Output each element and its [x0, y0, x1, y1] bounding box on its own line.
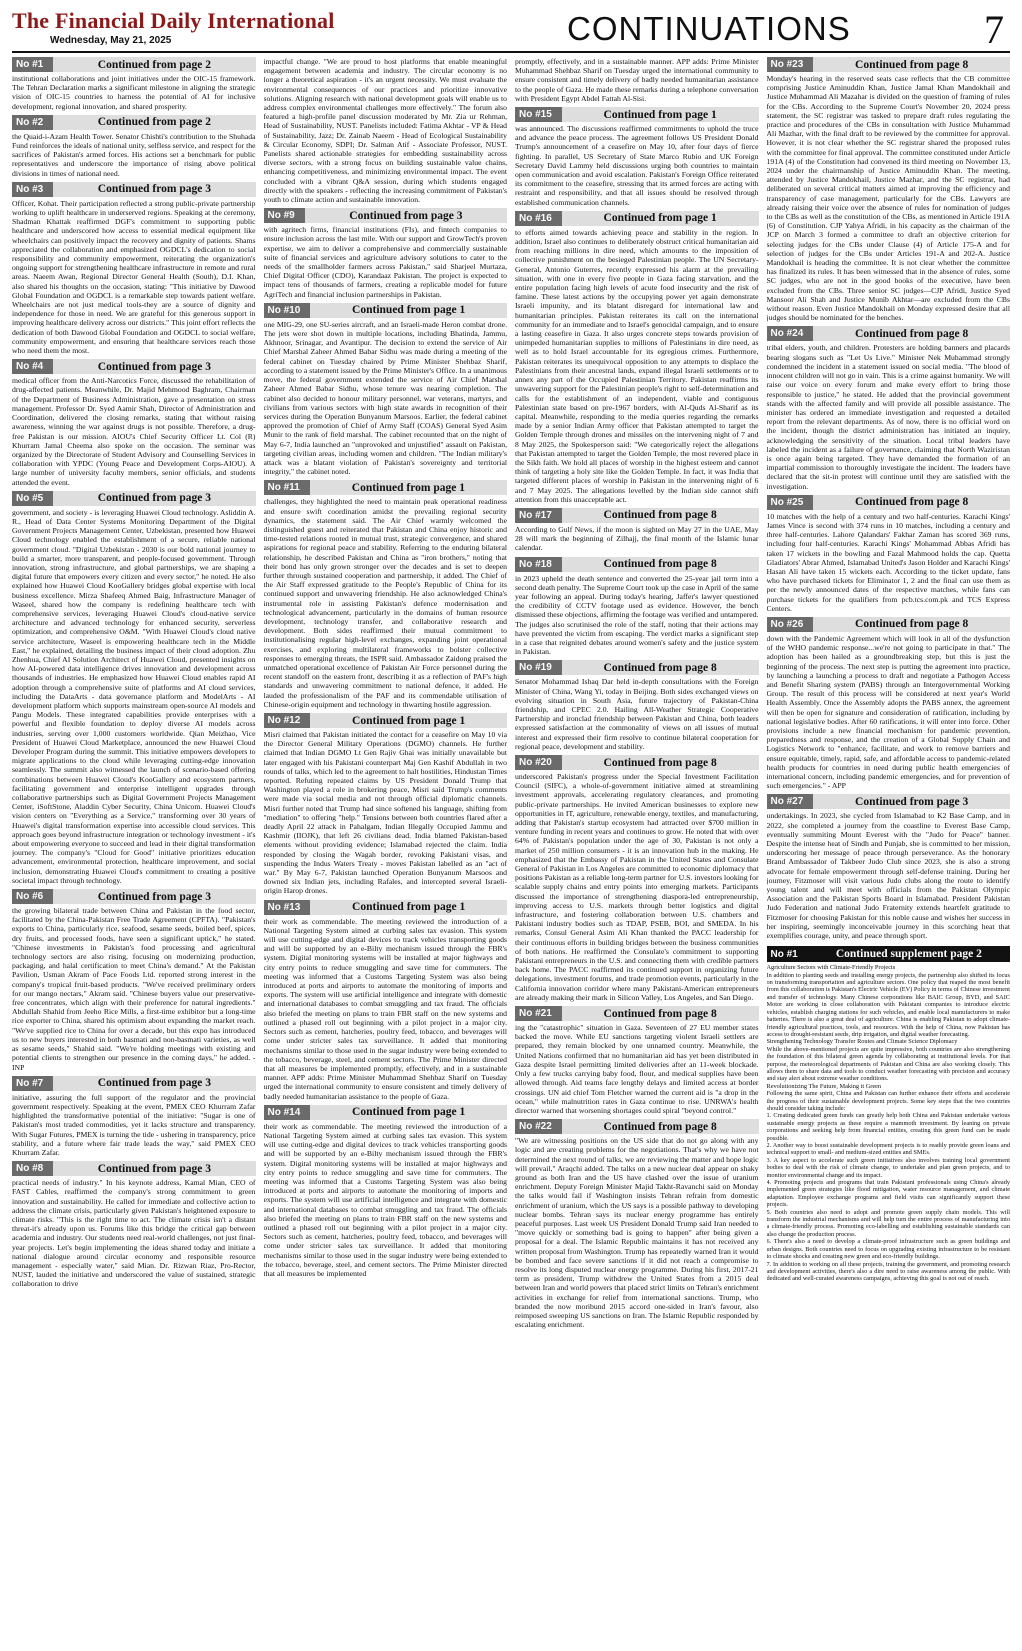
story-body: one MIG-29, one SU-series aircraft, and an Israeli-made Heron combat drone. The jets were shot down in multiple locations, including Bhatinda, Jammu, Akhnoor, Srinagar, and Avantipur. The decision to extend the service of Air Chief Marshal Zaheer Ahmed Babar Sidhu was made during a meeting of the federal cabinet on Tuesday chaired by Prime Minister Shehbaz Sharif, according to a statement issued by the Prime Minister's Office. In a unanimous move, the federal government extended the service of Air Chief Marshal Zaheer Ahmed Babar Sidhu, whose tenure was nearing completion. The cabinet also decided to honour military personnel, war veterans, martyrs, and civilians from various sectors with high state awards in recognition of their services during the Operation Bunyanum Marsoos. Earlier, the federal cabinet approved the promotion of Chief of Army Staff (COAS) General Syed Asim Munir to the rank of field marshal. The cabinet recounted that on the night of May 6-7, India launched an "unprovoked and unjustified" assault on Pakistan, targeting civilian areas, including women and children. "The Indian military's attack was a blatant violation of Pakistan's sovereignty and territorial integrity," the cabinet noted. [263, 319, 507, 477]
supplement-paragraph: Following the same spirit, China and Pakistan can further enhance their efforts and accelerate the progress of their sustainable development projects. Some key steps that the two countries should consider taking include: [766, 1090, 1010, 1112]
story-header [12, 57, 256, 72]
story-header [264, 480, 508, 495]
story-header [515, 660, 759, 675]
story-number-tag: No #25 [767, 495, 814, 510]
story-body: medical officer from the Anti-Narcotics Force, discussed the rehabilitation of drug-affected patients. Meanwhile, Dr. Majid Mehmood Baghram, Chairman of the Department of Business Administration, gave a presentation on stress management. Professor Dr. Syed Aamir Shah, Director of Administration and Coordination, delivered the closing remarks, stating that without raising awareness, winning the war against drugs is not possible. Therefore, a drug-free Pakistan is our mission. AIOU's Chief Security Officer Lt. Col (R) Khurram Jamal Cheema also spoke on the occasion. The seminar was organized by the Directorate of Student Advisory and Counselling Services in collaboration with YPDC (Young Peace and Development Corps-AIOU). A large number of university faculty members, senior officials, and students attended the event. [12, 376, 256, 487]
story-header [12, 889, 256, 904]
supplement-body [767, 964, 1011, 1282]
story-number-tag: No #11 [264, 480, 310, 495]
supplement-paragraph: 7. In addition to working on all these projects, training the government, and promoting research and development activities, there's also a dire need to raise awareness among the public. With dedicated and well-curated awareness campaigns, achieving this goal is not out of reach. [766, 1260, 1010, 1283]
story-header [264, 713, 508, 728]
story-body: institutional collaborations and joint initiatives under the OIC-15 framework. The Tehran Declaration marks a significant milestone in aligning the strategic vision of OIC-15 countries to harness the potential of AI for inclusive development, regional innovation, and shared prosperity. [12, 74, 256, 111]
continued-from-label: Continued from page 3 [53, 182, 255, 197]
story [264, 1105, 508, 1278]
continued-from-label: Continued from page 2 [53, 115, 255, 130]
continued-from-label: Continued from page 8 [813, 326, 1010, 341]
continued-from-label: Continued from page 3 [813, 794, 1010, 809]
story [12, 115, 256, 178]
story-header [12, 182, 256, 197]
story-header [515, 557, 759, 572]
story-number-tag: No #7 [12, 1076, 53, 1091]
story-body: According to Gulf News, if the moon is sighted on May 27 in the UAE, May 28 will mark the beginning of Zilhajj, the final month of the Islamic lunar calendar. [515, 524, 759, 553]
continued-from-label: Continued from page 3 [53, 359, 255, 374]
continued-from-label: Continued from page 8 [562, 557, 759, 572]
story [12, 889, 256, 1072]
story [515, 1119, 759, 1329]
story-body: the Quaid-i-Azam Health Tower. Senator Chishti's contribution to the Shuhada Fund reinforces the ideals of national unity, selfless service, and respect for the sacrifices of Pakistan's armed forces. His actions set a benchmark for public representatives and underscore the importance of rising above political divisions in times of national need. [12, 131, 256, 178]
supplement-paragraph: 1. Creating dedicated green funds can greatly help both China and Pakistan undertake various sustainable energy projects as these require a mammoth investment. By leaning on private corporations and seeking help from financial entities, creating this green fund can be made possible. [766, 1112, 1010, 1142]
story [515, 57, 759, 103]
story-body: practical needs of industry." In his keynote address, Kamal Mian, CEO of FAST Cables, reaffirmed the company's strong commitment to green innovation and sustainability. He called for immediate and collective action to address the climate crisis, particularly given Pakistan's heightened exposure to climate risks. "This is the right time to act. The climate crisis isn't a distant threat-it's already upon us. Forums like this bridge the critical gap between academia and industry. Our students need real-world challenges, not just final-year projects. Let's begin implementing the ideas shared today and initiate a national dialogue around circular economy and responsible resource management - especially water," said Mian. Dr. Rizwan Riaz, Pro-Rector, NUST, lauded the initiative and underscored the value of sustained, strategic collaboration to drive [12, 1178, 256, 1289]
story-number-tag: No #9 [264, 208, 305, 223]
story-body: ing the "catastrophic" situation in Gaza. Seventeen of 27 EU member states backed the move. While EU sanctions targeting violent Israeli settlers are prepared, they remain blocked by one unnamed country. Meanwhile, the United Nations confirmed that no humanitarian aid has yet been distributed in Gaza despite Israel permitting limited deliveries after an 11-week blockade. Only a few trucks carrying baby food, flour, and medical supplies have been allowed through. Aid teams face lengthy delays and limited access at border crossings. UN aid chief Tom Fletcher warned the current aid is "a drop in the ocean," while malnutrition rates in Gaza continue to rise. UNRWA's health director warned that worsening shortages could spiral "beyond control." [515, 1023, 759, 1115]
story [767, 794, 1011, 940]
story [515, 211, 759, 504]
continued-from-label: Continued from page 8 [562, 1006, 759, 1021]
story-body: Senator Mohammad Ishaq Dar held in-depth consultations with the Foreign Minister of China, Wang Yi, today in Beijing. Both sides exchanged views on evolving situation in South Asia, future trajectory of Pakistan-China friendship, and CPEC 2.0. Hailing All-Weather Strategic Cooperative Partnership and ironclad friendship between Pakistan and China, both leaders expressed satisfaction at the commonality of views on all issues of mutual interest and expressed their firm resolve to continue bilateral cooperation for regional peace, development and stability. [515, 677, 759, 751]
story-number-tag: No #24 [767, 326, 814, 341]
story-body: initiative, assuring the full support of the regulator and the provincial government respectively. Speaking at the event, PMEX CEO Khurram Zafar highlighted the transformative potential of the initiative: "Sugar is one of Pakistan's most traded commodities, yet it lacks structure and transparency. With Sugar Futures, PMEX is turning the tide - ushering in transparency, price stability, and a future where fair trade leads the way," said PMEX CEO Khurram Zafar. [12, 1092, 256, 1157]
story-header [767, 495, 1011, 510]
issue-date: Wednesday, May 21, 2025 [50, 35, 172, 46]
story-body: the growing bilateral trade between China and Pakistan in the food sector, facilitated by the China-Pakistan Free Trade Agreement (CPFTA). "Pakistan's exports to China, particularly rice, seafood, sesame seeds, boiled beef, spices, dry fruits, and processed foods, have seen a significant uptick," he stated. "Chinese investments in Pakistan's food processing and agricultural technology sectors are also rising, focusing on modernizing production, packaging, and halal certification to meet China's demand." At the Pakistan Pavilion, Usman Akram of Pace Foods Ltd. reported strong interest in the company's tropical fruit-based products. "We've received preliminary orders for our mango nectars," Akram said. "Chinese buyers value our preservative-free concentrates, which align with their preference for natural ingredients." Abdullah Shahid from Jeeho Rice Mills, a first-time exhibitor but a long-time rice exporter to China, shared his optimism about expanding the market reach. "We've supplied rice to China for over a decade, but this expo has introduced us to new buyers interested in both basmati and non-basmati varieties, as well as sesame seeds," Shahid said. "We're holding meetings with existing and potential clients to strengthen our presence in the coming days," he added. - INP [12, 906, 256, 1072]
columns-container [12, 57, 1010, 1645]
story-body: undertakings. In 2023, she cycled from Islamabad to K2 Base Camp, and in 2022, she completed a journey from the coastline to Everest Base Camp, eventually summiting Mount Everest with the "Judo for Peace" banner. Despite the intense heat of Sindh and Punjab, she is committed to her mission, underscoring her message of peace through perseverance. As the honorary Brand Ambassador of Takbeer Judo Club since 2023, she is also a strong advocate for female empowerment through self-defense training. During her journey, Fitzmoser will visit various Judo clubs along the route to identify young talent and will meet with officials from the Pakistan Olympic Association and the Pakistan Sports Board in Islamabad. President Pakistan Judo Federation and national Judo Fraternity extends heartfelt gratitude to Fitzmoser for choosing Pakistan for this noble cause and wishes her success in her inspiring, seemingly inconceivable journey in this scorching heat that exemplifies courage, unity, and peace through sport. [766, 811, 1010, 941]
story-number-tag: No #14 [264, 1105, 311, 1120]
story-body: their work as commendable. The meeting reviewed the introduction of a National Targeting System aimed at curbing sales tax evasion. This system will use cutting-edge and digital devices to track vehicles transporting goods and will be supported by an e-Bilty mechanism issued through the FBR's system. Digital monitoring systems will be installed at major highways and city entry points to reduce smuggling and save time for commuters. The meeting was informed that a Customs Targeting System was also being introduced at ports and airports to automate the monitoring of imports and exports. The system will use artificial intelligence and integrate with domestic and international databases to combat smuggling and tax fraud. The officials also briefed the meeting on plans to train FBR staff on the new systems and outlined a phased roll out beginning with a pilot project in a major city. Sectors such as cement, hatcheries, poultry feed, tobacco, and beverages will come under stricter sales tax surveillance. It added that monitoring mechanisms similar to those used in the sugar industry were being extended to the tobacco, beverage, steel, and cement sectors. The Prime Minister directed that all measures be implemented promptly, effectively, and in a sustainable manner. APP adds: Prime Minister Muhammad Shehbaz Sharif on Tuesday urged the international community to ensure consistent and timely delivery of badly needed humanitarian assistance to the people of Gaza. [263, 916, 507, 1101]
story-body: challenges, they highlighted the need to maintain peak operational readiness and ensure swift coordination amidst the prevailing regional security dynamics, the statement said. The Air Chief warmly welcomed the distinguished guest and reiterated that Pakistan and China enjoy historic and time-tested relations rooted in mutual trust, strategic convergence, and shared aspirations for regional peace and stability. Referring to the enduring bilateral relationship, he described Pakistan and China as "iron brothers," noting that their bond has only grown stronger over the decades and is set to deepen further through sustained cooperation and partnership, it added. The Chief of the Air Staff expressed gratitude to the People's Republic of China for its continued support and unwavering friendship. He also acknowledged China's instrumental role in assisting Pakistan's defence modernisation and technological advancement, particularly in the domains of human resource development, technology transfer, and collaborative research and development. Both sides reaffirmed their mutual commitment to institutionalising regular high-level exchanges, expanding joint operational exercises, and exploring multilateral frameworks to bolster collective responses to emerging threats, the ISPR said. Ambassador Zaidong praised the unmatched operational excellence of Pakistan Air Force personnel during the recent standoff on the eastern front, describing it as a reflection of PAF's high standards and unwavering commitment to national defence, it added. He lauded the professionalism of the PAF and its commendable utilisation of Chinese-origin equipment and technology in thwarting hostile aggression. [263, 497, 507, 709]
continued-from-label: Continued from page 8 [813, 57, 1010, 72]
story-header [767, 617, 1011, 632]
story-body: tribal elders, youth, and children. Protesters are holding banners and placards bearing slogans such as "Let Us Live." Minister Nek Muhammad strongly condemned the incident in a statement issued on social media. "The blood of innocent children will not go in vain. This is a crime against humanity. We will raise our voice on every forum and make every effort to bring those responsible to justice," he stated. He added that the provincial government stands with the affected family and will provide all possible assistance. The minister has ordered an immediate investigation and requested a detailed report from the relevant departments. As of now, there is no official word on the incident, though the district administration has initiated an inquiry, acknowledging the sensitivity of the situation. Local tribal leaders have labeled the incident as a failure of governance, claiming that North Waziristan is once again being targeted. They have demanded the formation of an impartial commission to thoroughly investigate the incident. The leaders have declared that the sit-in protest will continue until they are satisfied with the investigation. [766, 343, 1010, 491]
story [515, 755, 759, 1002]
story-header [767, 57, 1011, 72]
column-2 [264, 57, 508, 1645]
story [12, 1161, 256, 1288]
story-body: their work as commendable. The meeting reviewed the introduction of a National Targeting System aimed at curbing sales tax evasion. This system will use cutting-edge and digital devices to track vehicles transporting goods and will be supported by an e-Bilty mechanism issued through the FBR's system. Digital monitoring systems will be installed at major highways and city entry points to reduce smuggling and save time for commuters. The meeting was informed that a Customs Targeting System was also being introduced at ports and airports to automate the monitoring of imports and exports. The system will use artificial intelligence and integrate with domestic and international databases to combat smuggling and tax fraud. The officials also briefed the meeting on plans to train FBR staff on the new systems and outlined a phased roll out beginning with a pilot project in a major city. Sectors such as cement, hatcheries, poultry feed, tobacco, and beverages will come under stricter sales tax surveillance. It added that monitoring mechanisms similar to those used in the sugar industry were being extended to the tobacco, beverage, steel, and cement sectors. The Prime Minister directed that all measures be implemented [263, 1121, 507, 1278]
story-body: "We are witnessing positions on the US side that do not go along with any logic and are creating problems for the negotiations. That's why we have not determined the next round of talks, we are reviewing the matter and hope logic will prevail," Araqchi added. The talks on a new nuclear deal appear on shaky ground as both Iran and the US have clashed over the issue of uranium enrichment. Deputy Foreign Minister Majid Takht-Ravanchi said on Monday the talks would fail if Washington insists Tehran refrain from domestic enrichment of uranium, which the US says is a possible pathway to developing nuclear bombs. Tehran says its nuclear energy programme has entirely peaceful purposes. Last week US President Donald Trump said Iran needed to "move quickly or something bad is going to happen" after being given a proposal for a deal. The Islamic Republic maintains it has not received any written proposal from Washington. Trump has repeatedly warned Iran it would be bombed and face severe sanctions if it did not reach a compromise to resolve its long disputed nuclear energy programme. During his first, 2017-21 term as president, Trump withdrew the United States from a 2015 deal between Iran and world powers that placed strict limits on Tehran's enrichment activities in exchange for relief from international sanctions. Trump, who branded the now moribund 2015 accord one-sided in Iran's favour, also reimposed sweeping US sanctions on Iran. The Islamic Republic responded by escalating enrichment. [515, 1136, 759, 1330]
supplement-paragraph: 4. Promoting projects and programs that train Pakistani professionals using China's already implemented green strategies like flood mitigation, water resource management, and climate adaptation. Employee exchange programs and field visits can significantly support these projects. [766, 1179, 1010, 1209]
continued-from-label: Continued from page 3 [305, 208, 507, 223]
story-body: government, and society - is leveraging Huawei Cloud technology. Asliddin A. R., Head of Data Center Systems Monitoring Department of the Digital Government Projects Management Center, Uzbekistan, presented how Huawei Cloud technology enabled the establishment of a secure, reliable national government cloud. "Digital Uzbekistan - 2030 is our bold national journey to build a smarter, more transparent, and people-focused government. Through innovation, strong infrastructure, and global partnerships, we are shaping a digital future that empowers every citizen and every sector," he noted. He also explained how Huawei Cloud KooGallery bridges global expertise with local business excellence. Mirza Shafeeq Ahmed Baig, Infrastructure Manager of Waseel, shared how the company is redefining healthcare tech with comprehensive services, leveraging Huawei Cloud's cloud-native service architecture and advanced technology for enhanced security, serverless optimization, and comprehensive O&M. "With Huawei Cloud's cloud native service architecture, Waseel is empowering healthcare tech in the Middle East," he explained, detailing the business impact of their cloud adoption. Zhu Zhenhua, Chief AI Solution Architect of Huawei Cloud, presented insights on how AI-powered data intelligence drives innovation and development across thousands of industries. He emphasized how Huawei Cloud enables rapid AI adoption through a comprehensive suite of platforms and AI cloud services, including the DataArts - data governance platform and ModelArts - AI development platform which supports mainstream open-source AI models and Pangu Models. These integrated capabilities provide enterprises with a powerful and flexible foundation to deploy diverse AI models across industries, serving over 1,000 customers worldwide. Qian Meizhao, Vice President of Huawei Cloud Marketplace, announced the new Huawei Cloud Developer Program during the summit. This initiative empowers developers to migrate applications to the cloud while leveraging cutting-edge innovation seamlessly. The summit also witnessed the launch of scenario-based offering combinations between Huawei Cloud's KooGallery and ecosystem partners, facilitating government and enterprise intelligent upgrades through collaborative partnerships such as Digital Government Projects Management Center, iSoftStone, Aladdin Cyber Security, China Unicom. Huawei Cloud's vision centers on "Everything as a Service," transforming over 30 years of Huawei's digital transformation expertise into accessible cloud services. This approach goes beyond infrastructure integration or technology investment - it's about empowering everyone to succeed and lead in their digital transformation journey. The company's "Cloud for Good" initiative prioritizes education advancement, environmental protection, healthcare improvement, and social inclusion, demonstrating Huawei Cloud's commitment to creating a positive societal impact through technology. [12, 507, 256, 885]
story [767, 617, 1011, 790]
story-header [264, 303, 508, 318]
column-1 [12, 57, 256, 1645]
continued-from-label: Continued from page 2 [53, 57, 255, 72]
story [515, 557, 759, 657]
masthead-rule [12, 51, 1010, 53]
supplement-paragraph: Strengthening Technology Transfer Routes and Climate Science Diplomacy [766, 1038, 958, 1046]
story-number-tag: No #16 [515, 211, 562, 226]
story-header [515, 1006, 759, 1021]
story-number-tag: No #23 [767, 57, 814, 72]
continued-from-label: Continued from page 3 [53, 1161, 255, 1176]
story-body: Misri claimed that Pakistan initiated the contact for a ceasefire on May 10 via the Director General Military Operations (DGMO) channels. He further claimed that Indian DGMO Lt Gen Rajiv Ghai was initially unavailable but later engaged with his Pakistani counterpart Maj Gen Kashif Abdullah in two rounds of talks, which led to the agreement to halt hostilities, Hindustan Times reported. Refuting repeated claims by US President Donald Trump that Washington played a role in brokering peace, Misri said Trump's comments were made via social media and not through official diplomatic channels. Misri further noted that Trump had since softened his language, shifting from "mediation" to offering "help." Tensions between both countries flared after a deadly April 22 attack in Pahalgam, Indian Illegally Occupied Jammu and Kashmir (IIOJK), that left 26 civilians dead. India blamed Pakistan-based elements without providing evidence; Islamabad rejected the claim. India responded by closing the Wagah border, revoking Pakistani visas, and suspending the Indus Waters Treaty - moves Pakistan labelled as an "act of war." By May 6-7, Pakistan launched Operation Bunyanum Marsoos and downed six Indian jets, including Rafales, and intercepted several Israeli-origin Harop drones. [263, 730, 507, 896]
story-header [515, 755, 759, 770]
story-body: with agritech firms, financial institutions (FIs), and fintech companies to ensure inclusion across the last mile. With our support and GrowTech's proven expertise, we aim to deliver a comprehensive and commercially sustainable suite of financial services and agriculture advisory solutions to cater to the needs of the smallholder farmers across Pakistan," said Sharjeel Murtaza, Chief Digital Officer (CDO), Karandaaz Pakistan. The project is expected to impact tens of thousands of farmers, creating a replicable model for future AgriTech and financial inclusion partnerships in Pakistan. [263, 225, 507, 299]
supplement-paragraph: 3. A key aspect to accelerate such green initiatives also involves training local government bodies to deal with the risk of climate change, to undertake and plan green projects, and to monitor environmental change and its impact. [766, 1156, 1010, 1179]
supplement-paragraph: 6. There's also a need to develop a climate-proof infrastructure such as green buildings and urban designs. Both countries need to focus on upgrading existing infrastructure to be resistant to climate shocks and creating new green and eco-friendly buildings. [766, 1238, 1010, 1261]
story-header [12, 491, 256, 506]
continued-from-label: Continued from page 1 [310, 303, 507, 318]
column-4 [767, 57, 1011, 1645]
story [515, 1006, 759, 1115]
story-body: underscored Pakistan's progress under the Special Investment Facilitation Council (SIFC), a whole-of-government initiative aimed at streamlining investment approvals, accelerating regulatory clearances, and promoting public-private partnerships. He invited American businesses to explore new opportunities in IT, agriculture, renewable energy, textiles, and manufacturing, adding that Pakistan's startup ecosystem had attracted over $700 million in venture funding in recent years and continues to grow. He noted that with over 64% of Pakistan's population under the age of 30, Pakistan is not only a market of 250 million consumers - it is an innovation hub in the making. He emphasized that the Embassy of Pakistan in the United States and Consulate General of Pakistan in Los Angeles are committed to economic diplomacy that positions Pakistan as a reliable long-term partner for U.S. investors looking for scalable supply chains and entry points into emerging markets. Participants discussed the importance of strengthening diaspora-led entrepreneurship, improving access to U.S. markets through better logistics and digital infrastructure, and fostering collaboration between U.S. chambers and Pakistani industry bodies such as TDAP, PSEB, BOI, and SMEDA. In his remarks, Consul General Asim Ali Khan thanked the PACC leadership for their continuous efforts in building bridges between the business communities of both nations. He reaffirmed the Consulate's commitment to supporting Pakistani entrepreneurs in the U.S. and connecting them with credible partners back home. The PACC reaffirmed its continued support in organizing future delegations, investment forums, and trade promotion events, particularly in the California innovation corridor where many Pakistani-American entrepreneurs are already making their mark in Silicon Valley, Los Angeles, and San Diego. [515, 772, 759, 1002]
continued-from-label: Continued from page 1 [562, 211, 759, 226]
story-number-tag: No #8 [12, 1161, 53, 1176]
story-header [12, 359, 256, 374]
story [767, 326, 1011, 490]
story-number-tag: No #18 [515, 557, 562, 572]
story-number-tag: No #4 [12, 359, 53, 374]
continued-from-label: Continued from page 1 [562, 107, 759, 122]
continued-from-label: Continued from page 3 [53, 889, 255, 904]
story-number-tag: No #21 [515, 1006, 562, 1021]
continued-from-label: Continued from page 1 [310, 480, 507, 495]
story-header [12, 1161, 256, 1176]
story-header [12, 115, 256, 130]
story [515, 107, 759, 207]
story-number-tag: No #6 [12, 889, 53, 904]
story [515, 508, 759, 553]
continued-from-label: Continued from page 1 [310, 713, 507, 728]
story [264, 713, 508, 896]
story-number-tag: No #20 [515, 755, 562, 770]
story-number-tag: No #3 [12, 182, 53, 197]
story-number-tag: No #26 [767, 617, 814, 632]
story [515, 660, 759, 751]
story-number-tag: No #12 [264, 713, 311, 728]
story-body: Monday's hearing in the reserved seats case reflects that the CB committee comprising Justice Aminuddin Khan, Justice Jamal Khan Mandokhail and Justice Muhammad Ali Mazahar is divided on the question of framing of rules for the CBs. According to the Supreme Court's November 20, 2024 press statement, the SC registrar was tasked to prepare draft rules regulating the practice and procedures of the CBs in consultation with Justice Muhammad Ali Mazhar, with the final draft to be reviewed by the committee for approval. However, it is not clear whether the SC registrar shared the proposed rules with the committee for final approval. The committee constituted under Article 191A (4) of the Constitution had convened its third meeting on November 13, 2024 under the chairmanship of Justice Aminuddin Khan. The meeting, attended by Justice Mandokhail, Justice Mazhar, and the SC registrar, had deliberated on several critical matters aimed at improving the efficiency and transparency of case management, particularly for the CBs. Lawyers are already raising their voice over the absence of rules for nomination of judges to the CBs as well as the constitution of the CBs, as mentioned in Article 191A (6) of Constitution. CJP Yahya Afridi, in his capacity as the chairman of the JCP on March 3 formed a committee to draft an objective criterion for selecting judges for the CBs under Clause (4) of Article 175-A and for selection of judges for the CBs under Articles 191-A and 202-A. Justice Mandokhail is heading the committee. It is not clear whether the committee has finalized its rules. It has been witnessed that in the absence of rules, some SC judges, who are not in the good books of the executive, have been excluded from the CBs. Three senior SC judges—CJP Afridi, Justice Syed Mansoor Ali Shah and Justice Munib Akhtar—are excluded from the CBs without reason. Even Justice Mandokhail on Monday expressed desire that all judges should be nominated for the benches. [766, 74, 1010, 323]
story-header [12, 1076, 256, 1091]
story-body: Officer, Kohat. Their participation reflected a strong public-private partnership working to uplift healthcare in underserved regions. Speaking at the ceremony, Shadman Khattak reaffirmed DGF's commitment to supporting public healthcare and underscored how access to essential medical equipment like wheelchairs can positively impact the recovery and dignity of patients. Shams appreciated the collaboration and emphasized OGDCL's dedication to social responsibility and community empowerment, reiterating the organization's ongoing support for strengthening healthcare infrastructure in remote and rural areas. Naeem Awan, Regional Director General Health (South), D.I. Khan, also shared his thoughts on the occasion, stating: "This initiative by Dawood Global Foundation and OGDCL is a remarkable step towards patient welfare. Wheelchairs are not just medical tools-they are a source of dignity and independence for those in need. We are grateful for this generous support in improving healthcare delivery across our districts." This joint effort reflects the dedication of both Dawood Global Foundation and OGDCL to social welfare, community empowerment, and ensuring that healthcare services reach those who need them the most. [12, 198, 256, 356]
story [12, 1076, 256, 1157]
section-title: CONTINUATIONS [567, 10, 851, 47]
story-body: to efforts aimed towards achieving peace and stability in the region. In addition, Israel also continues to deliberately obstruct critical humanitarian aid from reaching millions in dire need, which amounts to the imposition of collective punishment on the besieged Palestinian people. The UN Secretary-General, Antonio Guterres, recently expressed his alarm at the prevailing situation, with one in every five people in Gaza facing starvation, and the entire population facing high levels of acute food insecurity and the risk of famine. These latest actions by the occupying power yet again demonstrate Israeli impunity, and its blatant disregard for international law and humanitarian principles. Pakistan reiterates its call on the international community for an immediate and to Israel's genocidal campaign, and to ensure a lasting ceasefire in Gaza. It also urges concrete steps towards provision of unimpeded humanitarian supplies to millions of Palestinians in dire need, as well as to hold Israel accountable for its egregious crimes. Furthermore, Pakistan reiterates its unequivocal opposition to any attempts to displace the Palestinians from their ancestral lands, expand illegal Israeli settlements or to annex any part of the Occupied Palestinian Territory. Pakistan reaffirms its unwavering support for the Palestinian people's right to self-determination and calls for the establishment of an independent, viable and contiguous Palestinian state based on pre-1967 borders, with Al-Quds Al-Sharif as its capital. Meanwhile, responding to the media queries regarding the remarks made by a senior Indian Army officer that Pakistan attempted to target the Golden Temple through drones and missiles on the intervening night of 7 and 8 May 2025, the Spokesperson said: "We categorically reject the allegations that Pakistan attempted to target the Golden Temple, the most revered place in the Sikh faith. We hold all places of worship in the highest esteem and cannot think of targeting a holy site like the Golden Temple. In fact, it was India that targeted different places of worship in Pakistan in the intervening night of 6 and 7 May 2025. The allegations levelled by the Indian side cannot shift attention from this unacceptable act. [515, 227, 759, 504]
page-number: 7 [984, 7, 1004, 52]
column-4-stories [767, 57, 1011, 940]
story-body: 10 matches with the help of a century and two half-centuries. Karachi Kings' James Vince is second with 374 runs in 10 matches, including a century and three half-centuries. Lahore Qalandars' Fakhar Zaman has scored 369 runs, including four half-centuries. Karachi Kings' Mohammad Abbas Afridi has taken 17 wickets in the bowling and Fazal Mahmood holds the cap. Quetta Gladiators' Abrar Ahmed, Islamabad United's Jason Holder and Karachi Kings' Hasan Ali have taken 15 wickets each. According to the ticket update, fans who have purchased tickets for Eliminator 1, 2 and the final can use them as per the newly announced dates of the respective matches, while fans can purchase tickets for the qualifiers from pcb.tcs.com.pk and TCS Express Centers. [766, 511, 1010, 613]
story-number-tag: No #17 [515, 508, 562, 523]
story-number-tag: No #27 [767, 794, 814, 809]
story-header [515, 211, 759, 226]
continued-from-label: Continued from page 3 [53, 1076, 255, 1091]
story [264, 208, 508, 299]
story-number-tag: No #15 [515, 107, 562, 122]
supplement-paragraph: Agriculture Sectors with Climate-Friendly Projects [766, 964, 896, 972]
story-header [767, 326, 1011, 341]
continued-from-label: Continued from page 8 [562, 660, 759, 675]
story-number-tag: No #5 [12, 491, 53, 506]
supplement-paragraph: While the above-mentioned projects are quite impressive, both countries are also strengthening the foundation of this bilateral green agenda by collaborating at institutional levels. For that purpose, the meteorological departments of Pakistan and China are also working closely. This allows them to share data and tools to conduct weather forecasting with precision and accuracy and stay alert about extreme weather conditions. [766, 1045, 1010, 1083]
story-header [264, 1105, 508, 1120]
story-number-tag: No #22 [515, 1119, 562, 1134]
supplement-paragraph: In addition to planting seeds and installing energy projects, the partnership also shifted its focus on transforming transportation and agriculture sectors. One policy that reaped the most benefit from this collaboration is Pakistan's Electric Vehicle (EV) Policy in terms of Chinese investment and transfer of technology. Many Chinese corporations like BAIC Group, BYD, and SAIC Motor are working in close collaboration with Pakistani companies to introduce electric vehicles, establish charging stations for such vehicles, and enable local manufacturers to make batteries. There is also a great deal of agriculture. China is enabling Pakistan to adopt climate-friendly agricultural practices, tools, and resources. With the help of China, now Pakistan has access to drought-resistant seeds, drip irrigation, and digital weather forecasting. [766, 971, 1010, 1038]
continued-from-label: Continued from page 8 [813, 495, 1010, 510]
story-body: impactful change. "We are proud to host platforms that enable meaningful engagement between academia and industry. The circular economy is no longer a theoretical aspiration - it's an urgent necessity. We must evaluate the environmental consequences of our practices and prioritize innovative solutions. Aligning research with national development goals will enable us to address complex environmental challenges more effectively." The forum also featured a high-profile panel discussion moderated by Mr. Zia ur Rehman, Head of Sustainability, NUST. Panelists included: Fatima Akhtar - VP & Head of Sustainability, Jazz; Dr. Zainab Naeem - Head of Ecological Sustainability & Circular Economy, SDPI; Dr. Salman Atif - Associate Professor, NUST. Panelists shared actionable strategies for embedding sustainability across diverse sectors, with a strong focus on building sustainable value chains, enhancing competitiveness, and minimizing environmental impact. The event concluded with a vibrant Q&A session, during which students engaged directly with the speakers - reflecting the increasing commitment of Pakistan's youth to climate action and sustainable innovation. [263, 57, 507, 205]
continued-from-label: Continued from page 8 [813, 617, 1010, 632]
supplement-header [767, 946, 1011, 962]
newspaper-name: The Financial Daily International [12, 8, 335, 33]
supplement-tag: No #1 [767, 946, 808, 962]
story-header [264, 900, 508, 915]
story-header [767, 794, 1011, 809]
story [264, 303, 508, 476]
story [767, 495, 1011, 613]
story-body: was announced. The discussions reaffirmed commitments to uphold the truce and advance the peace process. The agreement follows US President Donald Trump's announcement of a ceasefire on May 10, after four days of fierce fighting. In parallel, US Secretary of State Marco Rubio and UK Foreign Secretary David Lammy held discussions urging both countries to maintain open communication and avoid escalation. Pakistan's Foreign Office reiterated its commitment to the ceasefire, stressing that its armed forces are acting with restraint and responsibility, and that all issues should be resolved through established communication channels. [515, 124, 759, 207]
story-header [515, 508, 759, 523]
story-body: in 2023 upheld the death sentence and converted the 25-year jail term into a second death penalty. The Supreme Court took up the case in April of the same year following an appeal. During today's hearing, Jaffer's lawyer questioned the credibility of CCTV footage used as evidence. However, the bench dismissed these objections, affirming the footage was verified and untampered. The judges also scrutinised the role of the staff, noting that their actions may have prevented the victim from escaping. The verdict marks a significant step in a case that reignited debates around women's safety and the justice system in Pakistan. [515, 573, 759, 657]
story-header [264, 208, 508, 223]
supplement-label: Continued supplement page 2 [808, 946, 1010, 962]
supplement-paragraph: 5. Both countries also need to adopt and promote green supply chain models. This will transform the industrial mechanisms and will help turn the entire process of manufacturing into a climate-friendly process. Promoting eco-labelling and establishing sustainable standards can also change the production process. [766, 1208, 1010, 1238]
story [264, 900, 508, 1101]
supplement-paragraph: 2. Another way to boost sustainable development projects is to readily provide green loans and technical support to small- and medium-sized entities and SMEs. [766, 1142, 1010, 1157]
story-number-tag: No #13 [264, 900, 311, 915]
story-number-tag: No #10 [264, 303, 311, 318]
continued-from-label: Continued from page 8 [562, 508, 759, 523]
story-number-tag: No #2 [12, 115, 53, 130]
story [264, 480, 508, 709]
continued-from-label: Continued from page 1 [310, 1105, 507, 1120]
story-body: down with the Pandemic Agreement which will look in all of the dysfunction of the WHO pandemic response...we're not going to participate in that." The adoption has been hailed as a groundbreaking step, but this is just the beginning of the process. The next step is putting the agreement into practice, by launching a launching a process to draft and negotiate a Pathogen Access and Benefit Sharing system (PABS) through an Intergovernmental Working Group. The result of this process will be considered at next year's World Health Assembly. Once the Assembly adopts the PABS annex, the agreement will then be open for signature and consideration of ratification, including by national legislative bodies. After 60 ratifications, it will enter into force. Other provisions include a new financial mechanism for pandemic prevention, preparedness and response, and the creation of a Global Supply Chain and Logistics Network to "enhance, facilitate, and work to remove barriers and ensure equitable, timely, rapid, safe, and affordable access to pandemic-related health products for countries in need during public health emergencies of international concern, including pandemic emergencies, and for prevention of such emergencies." - APP [766, 633, 1010, 791]
continued-from-label: Continued from page 8 [562, 1119, 759, 1134]
story-header [515, 1119, 759, 1134]
continued-from-label: Continued from page 3 [53, 491, 255, 506]
continued-from-label: Continued from page 8 [562, 755, 759, 770]
supplement-paragraph: Revolutionizing The Future, Making it Green [766, 1082, 882, 1090]
story-number-tag: No #19 [515, 660, 562, 675]
masthead [12, 6, 1010, 50]
story [264, 57, 508, 204]
story [12, 359, 256, 486]
column-3 [515, 57, 759, 1645]
story [767, 57, 1011, 322]
story [12, 182, 256, 355]
continued-from-label: Continued from page 1 [310, 900, 507, 915]
story [12, 57, 256, 111]
story-header [515, 107, 759, 122]
story-body: promptly, effectively, and in a sustainable manner. APP adds: Prime Minister Muhammad Shehbaz Sharif on Tuesday urged the international community to ensure consistent and timely delivery of badly needed humanitarian assistance to the people of Gaza. He made these remarks during a telephone conversation with President Egypt Abdel Fattah Al-Sisi. [515, 57, 759, 103]
story [12, 491, 256, 885]
story-number-tag: No #1 [12, 57, 53, 72]
